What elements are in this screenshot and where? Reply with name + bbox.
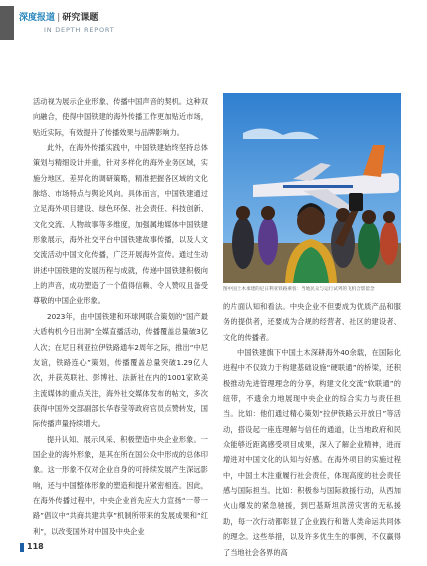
page-footer — [0, 536, 427, 566]
page-number-marker — [20, 543, 24, 552]
left-column — [33, 94, 208, 539]
header-accent-bar — [0, 6, 14, 40]
photo-illustration — [223, 93, 401, 283]
page-number: 118 — [27, 542, 44, 551]
right-paragraph-1: 的片面认知和看法。中央企业不但要成为优质产品和服务的提供者，还要成为合规的经营者、社区的建设者、文化的传播者。 — [223, 302, 401, 342]
header-english: IN DEPTH REPORT — [44, 26, 115, 34]
left-paragraph-1: 活动视为展示企业形象、传播中国声音的契机。这种双向融合，使得中国铁建的海外传播工作更加贴近市场，贴近实际，有效提升了传播效果与品牌影响力。 — [33, 97, 208, 137]
left-paragraph-3: 2023年，由中国铁建和环球网联合策划的“国产最大盾构机今日出洞”全媒直播活动，传播覆盖总量破3亿人次；在尼日利亚拉伊铁路通车2周年之际，推出“中尼友谊，铁路连心”策划，传播覆盖总量突破1.29亿人次，并获英联社、彭博社、法新社在内的1001家欧美主流媒体的重点关注，海外社交媒体发布的帖文，多次获得中国外交部副部长华春莹等政府官员点赞转发，国际传播声量持续增大。 — [33, 311, 208, 429]
left-paragraph-2: 此外，在海外传播实践中，中国铁建始终坚持总体策划与精细设计并重，针对多样化的海外业务区域，实施分地区、差异化的调研策略，精准把握各区域的文化脉络、市场特点与舆论风向。具体而言，中国铁建通过立足海外项目建设、绿色环保、社会责任、科技创新、文化交流、人物故事等多维度，加强属地媒体中国铁建形象展示，海外社交平台中国铁建故事传播，以及人文交流活动中国文化传播，广泛开展海外宣传。通过生动讲述中国铁建的发展历程与成就，传递中国铁建积极向上的声音，成功塑造了一个值得信赖、令人赞叹且备受尊敬的中国企业形象。 — [33, 143, 208, 306]
section-label: 深度报道 — [19, 13, 56, 23]
header-title — [19, 10, 98, 23]
subsection-label: 研究课题 — [62, 13, 99, 23]
photo-caption: 图中国土木承建的尼日利亚铁路乘客：当地民众与运行试列的飞机合影留念 — [223, 287, 375, 292]
header-separator: | — [57, 13, 61, 23]
page-header — [0, 0, 427, 40]
right-paragraph-2: 中国铁建旗下中国土木深耕海外40余载，在国际化进程中不仅致力于构建基础设施“硬联通”的桥梁，还积极推动先进管理理念的分享，构建文化交流“软联通”的纽带，不遗余力地展现中央企业的综合实力与责任担当。比如：他们通过精心策划“拉伊铁路云开放日”等活动，搭设起一座连理解与信任的通道，让当地政府和民众能够近距离感受项目成果，深入了解企业精神，进而增进对中国文化的认知与好感。在海外项目的实施过程中，中国土木注重履行社会责任，体现高度的社会责任感与国际担当。比如：积极参与国际救援行动，从西加火山爆发的紧急驰援，到巴基斯坦洪涝灾害的无私援助，每一次行动都彰显了企业践行和谐人类命运共同体的理念。这些举措，以及许多优生生的事例，不仅赢得了当地社会各界的高 — [223, 348, 401, 557]
right-column — [223, 299, 401, 560]
left-paragraph-4: 提升认知、展示风采、积极塑造中央企业形象。一国企业的海外形象，是其在所在国公众中形成的总体印象。这一形象不仅对企业自身的可持续发展产生深远影响，还与中国整体形象的塑造和提升紧密相连。因此，在海外传播过程中，中央企业首先应大力宣扬“一带一路”倡议中“共商共建共享”机制所带来的发展成果和“红利”，以改变国外对中国及中央企业 — [33, 434, 208, 536]
article-photo — [223, 93, 401, 283]
